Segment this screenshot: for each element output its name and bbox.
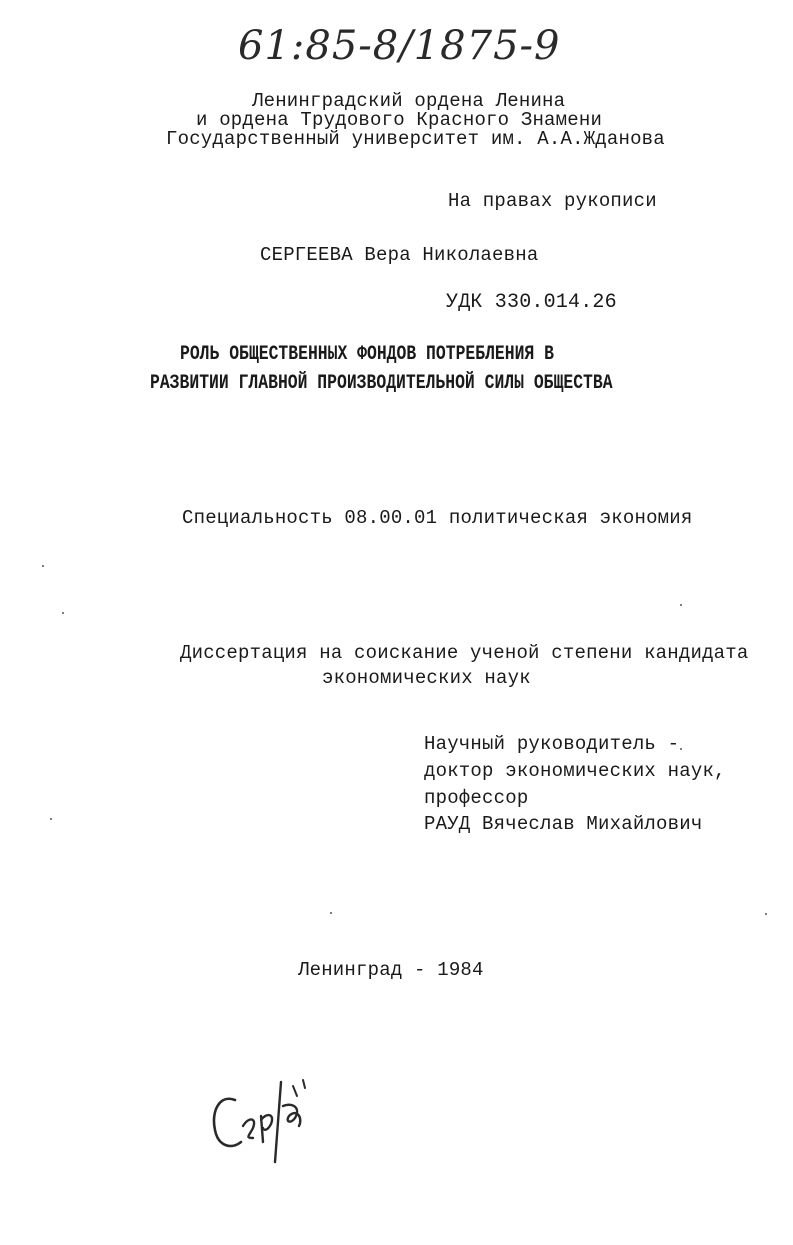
scan-speck [765, 913, 767, 915]
scan-speck [680, 604, 682, 606]
institution-line-1: Ленинградский ордена Ленина [252, 90, 566, 112]
dissertation-line-2: экономических наук [322, 667, 531, 689]
manuscript-note: На правах рукописи [448, 190, 657, 212]
dissertation-line-1: Диссертация на соискание ученой степени кандидата [180, 642, 749, 664]
specialty: Специальность 08.00.01 политическая экономия [182, 507, 693, 529]
scan-speck [42, 565, 44, 567]
city-year: Ленинград - 1984 [298, 959, 484, 981]
author-name: СЕРГЕЕВА Вера Николаевна [260, 244, 539, 266]
supervisor-line-1: Научный руководитель - [424, 733, 680, 755]
supervisor-line-2: доктор экономических наук, [424, 760, 726, 782]
supervisor-line-4: РАУД Вячеслав Михайлович [424, 813, 703, 835]
scan-speck [50, 818, 52, 820]
institution-line-3: Государственный университет им. А.А.Жданова [166, 128, 665, 150]
thesis-title-line-2: РАЗВИТИИ ГЛАВНОЙ ПРОИЗВОДИТЕЛЬНОЙ СИЛЫ ОБЩЕСТВА [150, 372, 613, 395]
scan-speck [680, 748, 682, 750]
supervisor-line-3: профессор [424, 787, 529, 809]
signature-icon [205, 1072, 315, 1172]
scan-speck [330, 912, 332, 914]
scan-speck [62, 612, 64, 614]
udc-code: УДК 330.014.26 [446, 291, 617, 314]
institution-line-2: и ордена Трудового Красного Знамени [196, 109, 603, 131]
thesis-title-line-1: РОЛЬ ОБЩЕСТВЕННЫХ ФОНДОВ ПОТРЕБЛЕНИЯ В [180, 343, 554, 366]
archive-number: 61:85-8/1875-9 [238, 23, 561, 69]
